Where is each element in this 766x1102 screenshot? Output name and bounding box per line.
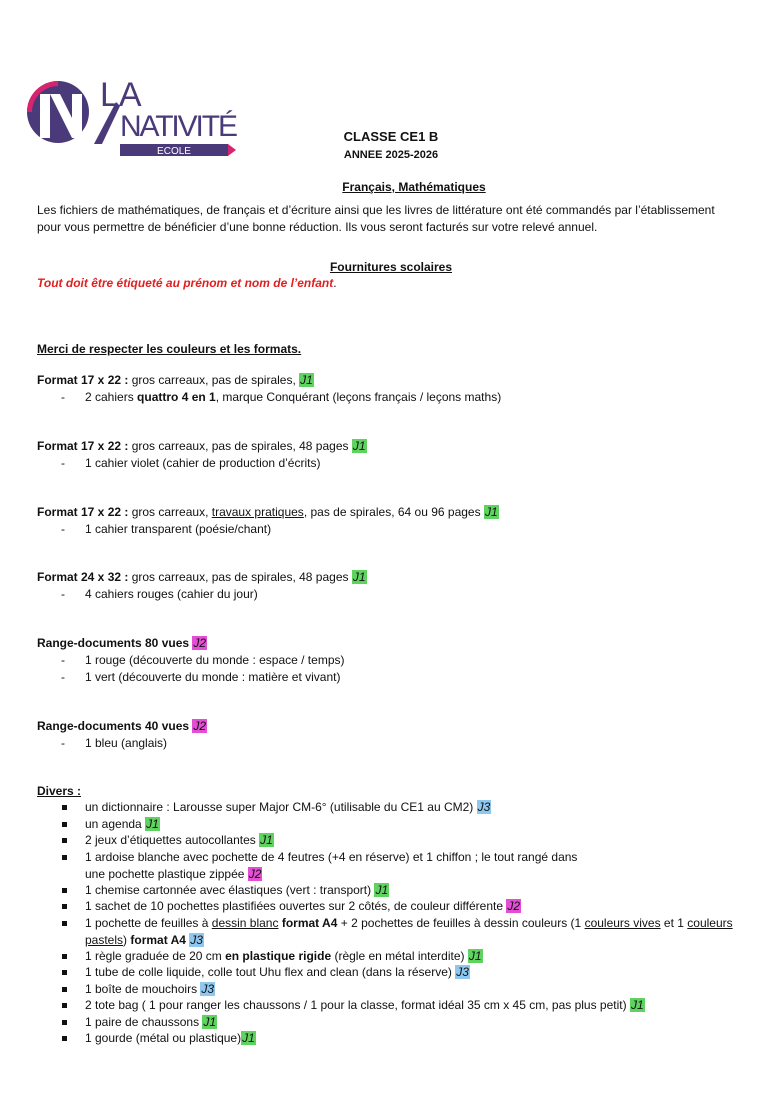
section-title: Format 17 x 22 :	[37, 439, 129, 453]
item-text: 1 boîte de mouchoirs	[85, 982, 201, 996]
list-item: 1 bleu (anglais)	[85, 736, 168, 750]
list-item	[85, 882, 750, 899]
square-bullet	[62, 904, 67, 909]
item-underlined: dessin blanc	[211, 916, 279, 930]
square-bullet	[62, 888, 67, 893]
section-title: Format 17 x 22 :	[37, 373, 129, 387]
item-text: 1 ardoise blanche avec pochette de 4 feutres (+4 en réserve) et 1 chiffon ; le tout rangé dans	[85, 850, 578, 864]
item-text: 1 sachet de 10 pochettes plastifiées ouvertes sur 2 côtés, de couleur différente	[85, 899, 507, 913]
dash-bullet: -	[61, 456, 65, 470]
tag-j1: J1	[242, 1031, 255, 1045]
list-item	[85, 1014, 750, 1031]
square-bullet	[62, 1020, 67, 1025]
item-text: 2 cahiers	[85, 390, 138, 404]
list-item	[85, 915, 750, 948]
intro-heading: Français, Mathématiques	[342, 180, 486, 194]
divers-heading: Divers :	[37, 784, 82, 798]
list-item	[85, 799, 750, 816]
square-bullet	[62, 838, 67, 843]
section-format-17x22-1	[37, 372, 752, 389]
list-item	[85, 1030, 750, 1047]
square-bullet	[62, 987, 67, 992]
tag-j1: J1	[146, 817, 159, 831]
logo-text-main: NATIVITÉ	[120, 110, 238, 143]
item-text: 1 tube de colle liquide, colle tout Uhu flex and clean (dans la réserve)	[85, 965, 456, 979]
dash-bullet: -	[61, 390, 65, 404]
tag-j3: J3	[477, 800, 491, 814]
item-underlined: couleurs	[687, 916, 733, 930]
square-bullet	[62, 805, 67, 810]
warning-end: .	[333, 276, 337, 290]
item-text: , marque Conquérant (leçons français / leçons maths)	[215, 390, 502, 404]
section-title: Format 24 x 32 :	[37, 570, 129, 584]
item-text: + 2 pochettes de feuilles à dessin couleurs (1	[337, 916, 585, 930]
section-desc: , pas de spirales, 64 ou 96 pages	[303, 505, 484, 519]
item-text: 2 jeux d’étiquettes autocollantes	[85, 833, 260, 847]
list-item: 1 cahier violet (cahier de production d’écrits)	[85, 456, 321, 470]
section-desc: gros carreaux, pas de spirales, 48 pages	[128, 570, 352, 584]
list-item	[85, 997, 750, 1014]
square-bullet	[62, 970, 67, 975]
list-item: 1 rouge (découverte du monde : espace / temps)	[85, 653, 345, 667]
tag-j3: J3	[456, 965, 469, 979]
tag-j1: J1	[630, 998, 644, 1012]
dash-bullet: -	[61, 670, 65, 684]
square-bullet	[62, 954, 67, 959]
item-text: 1 règle graduée de 20 cm	[85, 949, 226, 963]
section-desc: gros carreaux, pas de spirales, 48 pages	[128, 439, 352, 453]
item-text: 1 pochette de feuilles à	[85, 916, 212, 930]
logo-text-top: LA	[100, 76, 142, 114]
item-text: 2 tote bag ( 1 pour ranger les chaussons / 1 pour la classe, format idéal 35 cm x 45 cm, pas plus petit)	[85, 998, 630, 1012]
section-title: Range-documents 40 vues	[37, 719, 190, 733]
tag-j1: J1	[300, 373, 313, 387]
tag-j3: J3	[201, 982, 215, 996]
intro-line-1: Les fichiers de mathématiques, de français et d’écriture ainsi que les livres de littérature ont été commandés par l’établissement	[37, 203, 715, 217]
item-text: 1 gourde (métal ou plastique)	[85, 1031, 242, 1045]
tag-j1: J1	[352, 570, 366, 584]
tag-j1: J1	[203, 1015, 217, 1029]
school-year: ANNEE 2025-2026	[343, 149, 439, 161]
square-bullet	[62, 822, 67, 827]
item-text: un agenda	[85, 817, 146, 831]
item-text: un dictionnaire : Larousse super Major CM-6° (utilisable du CE1 au CM2)	[85, 800, 477, 814]
section-desc: gros carreaux,	[128, 505, 212, 519]
respect-note: Merci de respecter les couleurs et les formats.	[37, 342, 302, 356]
intro-paragraph	[37, 202, 752, 235]
list-item	[85, 964, 750, 981]
item-text: et 1	[660, 916, 688, 930]
warning-text: Tout doit être étiqueté au prénom et nom de l’enfant	[37, 276, 334, 290]
item-bold: format A4	[281, 916, 338, 930]
list-item	[85, 832, 750, 849]
item-underlined: couleurs vives	[584, 916, 661, 930]
tag-j1: J1	[352, 439, 366, 453]
section-title: Range-documents 80 vues	[37, 636, 190, 650]
list-item: 1 cahier transparent (poésie/chant)	[85, 522, 272, 536]
section-range-documents-40	[37, 718, 752, 735]
tag-j3: J3	[190, 932, 203, 947]
intro-line-2: pour vous permettre de bénéficier d’une bonne réduction. Ils vous seront facturés sur votre relevé annuel.	[37, 219, 598, 234]
item-bold: format A4	[130, 932, 186, 947]
list-item: 4 cahiers rouges (cahier du jour)	[85, 587, 258, 601]
section-range-documents-80	[37, 635, 752, 652]
list-item	[85, 389, 750, 406]
dash-bullet: -	[61, 587, 65, 601]
section-format-17x22-3	[37, 504, 752, 521]
square-bullet	[62, 1036, 67, 1041]
item-text: )	[123, 932, 131, 947]
item-underlined: pastels	[85, 932, 124, 947]
list-item	[85, 981, 750, 998]
list-item	[85, 948, 750, 965]
list-item	[85, 816, 750, 833]
tag-j2: J2	[507, 899, 521, 913]
tag-j2: J2	[193, 636, 207, 650]
item-text: (règle en métal interdite)	[331, 949, 468, 963]
tag-j1: J1	[468, 949, 482, 963]
item-text: 1 paire de chaussons	[85, 1015, 203, 1029]
dash-bullet: -	[61, 522, 65, 536]
list-item: 1 vert (découverte du monde : matière et vivant)	[85, 670, 341, 684]
section-desc-underlined: travaux pratiques	[211, 505, 304, 519]
tag-j2: J2	[193, 719, 207, 733]
item-bold: en plastique rigide	[225, 949, 332, 963]
item-text: une pochette plastique zippée	[85, 866, 248, 881]
tag-j1: J1	[260, 833, 273, 847]
section-title: Format 17 x 22 :	[37, 505, 129, 519]
square-bullet	[62, 855, 67, 860]
tag-j2: J2	[248, 866, 262, 881]
supplies-warning	[37, 275, 752, 292]
section-format-24x32	[37, 569, 752, 586]
dash-bullet: -	[61, 653, 65, 667]
list-item	[85, 898, 750, 915]
supplies-heading: Fournitures scolaires	[329, 260, 453, 274]
tag-j1: J1	[484, 505, 498, 519]
section-format-17x22-2	[37, 438, 752, 455]
square-bullet	[62, 921, 67, 926]
list-item	[85, 849, 750, 882]
class-title: CLASSE CE1 B	[343, 129, 439, 144]
tag-j1: J1	[375, 883, 389, 897]
section-desc: gros carreaux, pas de spirales,	[128, 373, 300, 387]
dash-bullet: -	[61, 736, 65, 750]
item-text: 1 chemise cartonnée avec élastiques (vert : transport)	[85, 883, 375, 897]
logo-text-sub: ECOLE	[157, 146, 191, 157]
item-bold: quattro 4 en 1	[137, 390, 216, 404]
square-bullet	[62, 1003, 67, 1008]
